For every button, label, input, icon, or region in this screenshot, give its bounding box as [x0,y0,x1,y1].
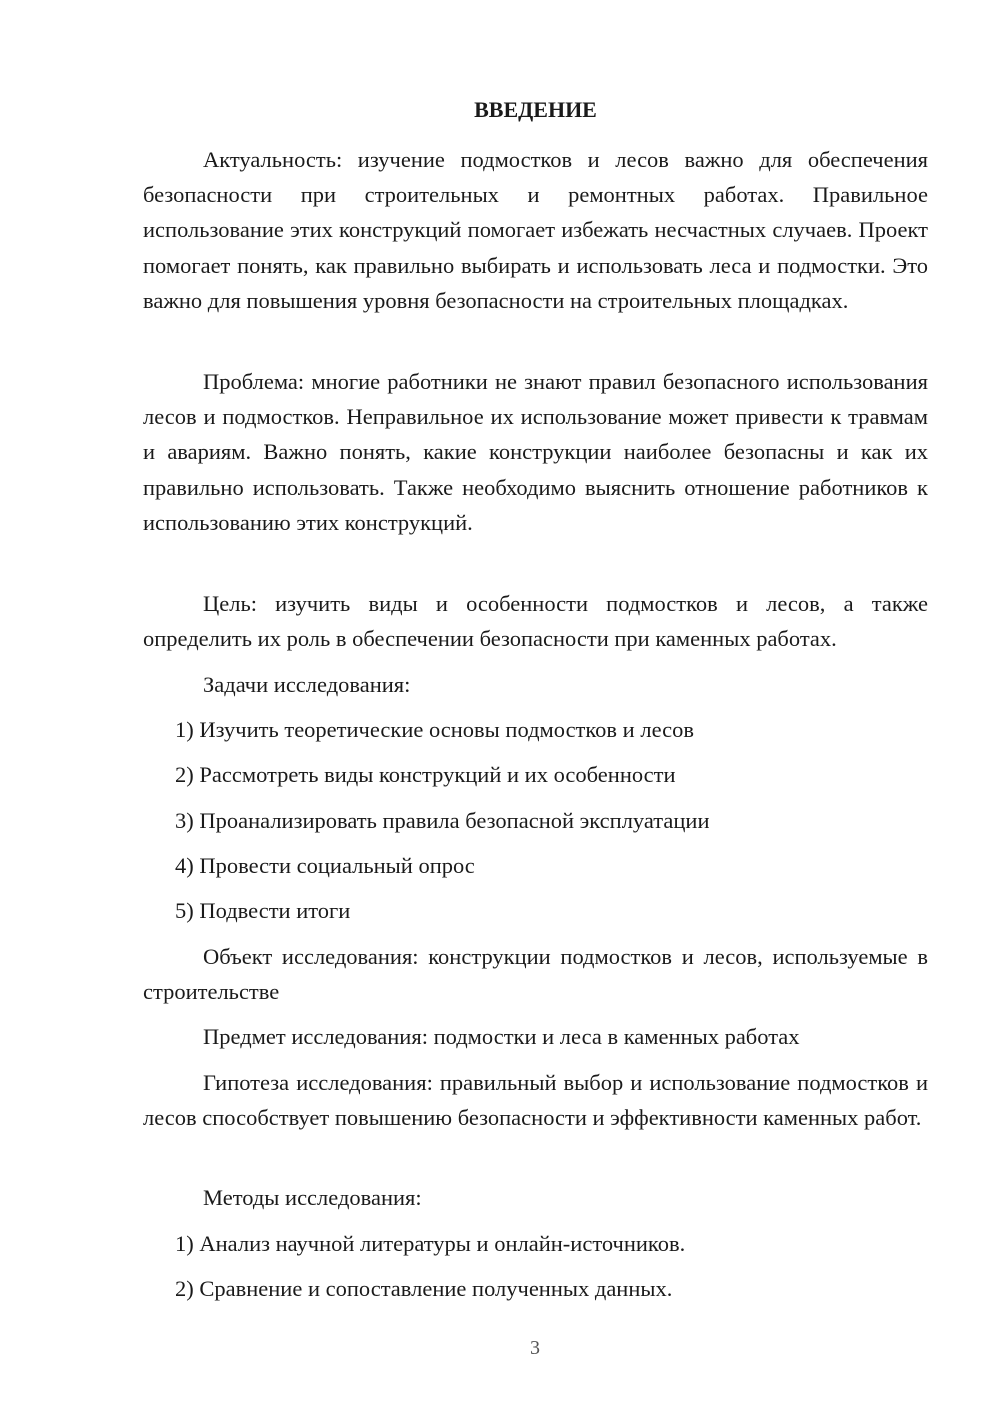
goal-paragraph: Цель: изучить виды и особенности подмостков и лесов, а также определить их роль в обеспечении безопасности при каменных работах. [143,591,928,652]
task-item-4: 4) Провести социальный опрос [175,853,475,878]
task-item-2: 2) Рассмотреть виды конструкций и их особенности [175,762,676,787]
task-item-3: 3) Проанализировать правила безопасной эксплуатации [175,808,710,833]
tasks-heading: Задачи исследования: [203,672,411,697]
page-title: ВВЕДЕНИЕ [474,97,597,122]
page-number: 3 [530,1337,540,1359]
problem-paragraph: Проблема: многие работники не знают правил безопасного использования лесов и подмостков. Неправильное их использование может привести к травмам и авариям. Важно понять, какие конструкции наиболее безопасны и как их правильно использовать. Также необходимо выяснить отношение работников к использованию этих конструкций. [143,369,928,535]
task-item-1: 1) Изучить теоретические основы подмостков и лесов [175,717,694,742]
task-item-5: 5) Подвести итоги [175,898,351,923]
subject-paragraph: Предмет исследования: подмостки и леса в каменных работах [203,1024,800,1049]
object-paragraph: Объект исследования: конструкции подмостков и лесов, используемые в строительстве [143,944,928,1005]
method-item-1: 1) Анализ научной литературы и онлайн-источников. [175,1231,686,1256]
relevance-paragraph: Актуальность: изучение подмостков и лесов важно для обеспечения безопасности при строительных и ремонтных работах. Правильное использование этих конструкций помогает избежать несчастных случаев. Проект помогает понять, как правильно выбирать и использовать леса и подмостки. Это важно для повышения уровня безопасности на строительных площадках. [143,147,928,313]
hypothesis-paragraph: Гипотеза исследования: правильный выбор и использование подмостков и лесов способствует повышению безопасности и эффективности каменных работ. [143,1070,928,1131]
methods-heading: Методы исследования: [203,1185,422,1210]
method-item-2: 2) Сравнение и сопоставление полученных данных. [175,1276,673,1301]
